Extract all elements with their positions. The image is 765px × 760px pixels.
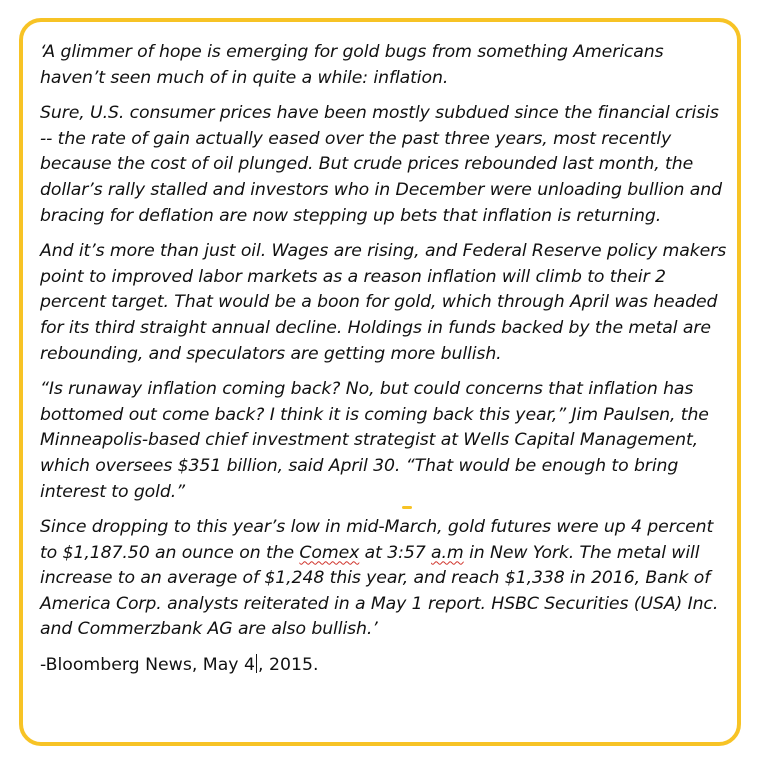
quote-paragraph-5 — [40, 515, 730, 643]
p5-text-c: in New York. The metal will increase to an average of $1,248 this year, and reach $1,338 in 2016, Bank of America Corp. analysts reiterated in a May 1 report. HSBC Securities (USA) Inc. and Commerzbank AG are also bullish.’ — [40, 542, 719, 640]
attribution-text-start: -Bloomberg News, May 4 — [40, 655, 256, 676]
p5-text-a: Since dropping to this year’s low in mid-March, gold futures were up 4 percent to $1,187.50 an ounce on the — [40, 517, 714, 563]
quote-paragraph-2: Sure, U.S. consumer prices have been mostly subdued since the financial crisis -- the rate of gain actually eased over the past three years, most recently because the cost of oil plunged. But crude prices rebounded last month, the dollar’s rally stalled and investors who in December were unloading bullion and bracing for deflation are now stepping up bets that inflation is returning. — [40, 103, 723, 226]
paulsen-quote: “Is runaway inflation coming back? No, but could concerns that inflation has bottomed out come back? I think it is coming back this year,” Jim Paulsen, the Minneapolis-based chief investment strategist at Wells Capital Management, which oversees $351 billion, said April 30. — [40, 379, 709, 476]
text-cursor — [256, 654, 257, 673]
attribution-text-end: , 2015. — [258, 655, 319, 676]
quote-paragraph-1: ‘A glimmer of hope is emerging for gold bugs from something Americans haven’t seen much of in quite a while: inflation. — [40, 42, 664, 88]
attribution-line — [40, 653, 730, 679]
quote-paragraph-3: And it’s more than just oil. Wages are rising, and Federal Reserve policy makers point to improved labor markets as a reason inflation will climb to their 2 percent target. That would be a boon for gold, which through April was headed for its third straight annual decline. Holdings in funds backed by the metal are rebounding, and speculators are getting more bullish. — [40, 241, 727, 364]
p5-text-b: at 3:57 — [364, 542, 426, 563]
document-body[interactable] — [40, 40, 730, 679]
spellcheck-word-am: a.m — [431, 542, 464, 563]
quote-paragraph-4 — [40, 377, 730, 505]
spellcheck-word-comex: Comex — [299, 542, 360, 563]
highlighted-quote: “That would be enough to bring interest to gold.” — [40, 455, 679, 502]
